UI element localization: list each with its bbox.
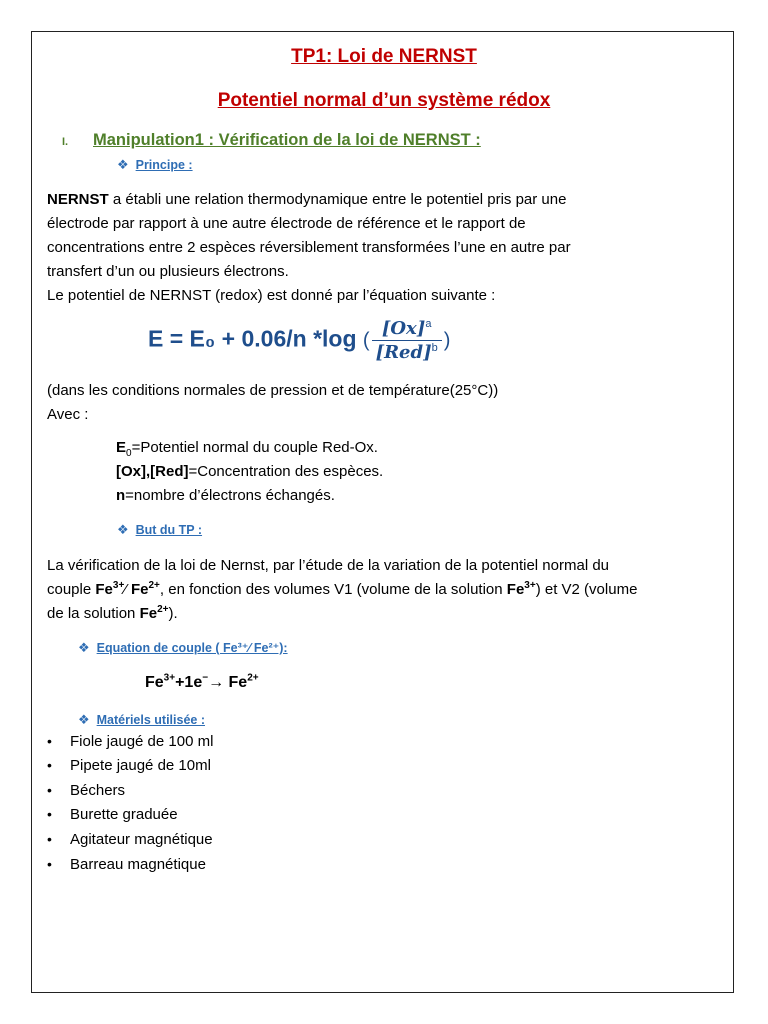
fe3-sup: 3+ <box>112 580 125 591</box>
bullet-icon: • <box>47 782 52 798</box>
list-item-text: Béchers <box>70 782 126 799</box>
fe3-text-2: Fe <box>506 581 525 598</box>
diamond-bullet-icon: ❖ <box>117 522 129 537</box>
redox-equation <box>145 674 259 692</box>
principe-label: Principe : <box>135 158 193 172</box>
bullet-icon: • <box>47 757 52 773</box>
definition-text: =Concentration des espèces. <box>188 463 384 480</box>
page-border <box>31 31 734 993</box>
principe-line-2: électrode par rapport à une autre électrode de référence et le rapport de <box>47 215 526 232</box>
definition-term: [Ox],[Red] <box>116 463 189 480</box>
definition-n <box>116 487 335 504</box>
list-item <box>47 856 206 873</box>
bullet-icon: • <box>47 733 52 749</box>
diamond-bullet-icon: ❖ <box>78 712 90 727</box>
but-line-3-b: ). <box>168 605 178 622</box>
fe3-text: Fe <box>95 581 113 598</box>
fe3-symbol <box>95 581 124 598</box>
formula-numerator <box>372 318 442 341</box>
conditions-text: (dans les conditions normales de pression et de température(25°C)) <box>47 382 499 399</box>
principe-line-5: Le potentiel de NERNST (redox) est donné par l’équation suivante : <box>47 287 496 304</box>
formula-numerator-text: [Ox] <box>381 318 426 339</box>
formula-denominator-exponent: b <box>431 342 438 354</box>
list-item-text: Fiole jaugé de 100 ml <box>70 733 214 750</box>
list-item <box>47 806 178 823</box>
formula-numerator-exponent: a <box>425 318 432 330</box>
fe3-symbol-2 <box>507 581 536 598</box>
but-line-2-c: ) et V2 (volume <box>535 581 638 598</box>
eq-electron-sup: − <box>202 672 209 684</box>
list-item-text: Barreau magnétique <box>70 856 206 873</box>
list-item <box>47 782 125 799</box>
but-line-3 <box>47 602 178 626</box>
but-line-2-a: couple <box>47 581 96 598</box>
formula-denominator-text: [Red] <box>375 342 432 363</box>
list-item-text: Pipete jaugé de 10ml <box>70 757 211 774</box>
section-title-text: Manipulation1 : Vérification de la loi de NERNST : <box>93 131 481 149</box>
definition-text: =Potentiel normal du couple Red-Ox. <box>131 439 378 456</box>
but-label: But du TP : <box>135 523 203 537</box>
diamond-bullet-icon: ❖ <box>117 157 129 172</box>
fe2-sup: 2+ <box>148 580 160 591</box>
principe-line-1-text: a établi une relation thermodynamique entre le potentiel pris par une <box>108 191 567 208</box>
definition-term: E <box>116 439 127 456</box>
section-title <box>93 131 481 150</box>
section-number: I. <box>62 136 69 148</box>
fe2-text: Fe <box>130 581 149 598</box>
fe2-text-2: Fe <box>139 605 158 622</box>
diamond-bullet-icon: ❖ <box>78 640 90 655</box>
materiels-heading <box>78 712 205 728</box>
eq-fe3-sup: 3+ <box>163 672 176 684</box>
equation-label: Equation de couple ( Fe³⁺⁄ Fe²⁺): <box>96 641 288 655</box>
definition-e0 <box>116 439 378 459</box>
formula-close-paren: ) <box>443 329 451 352</box>
bullet-icon: • <box>47 806 52 822</box>
nernst-bold: NERNST <box>47 191 109 208</box>
eq-fe2: Fe <box>224 674 248 691</box>
materiels-label: Matériels utilisée : <box>96 713 205 727</box>
list-item-text: Burette graduée <box>70 806 178 823</box>
fe2-sup-2: 2+ <box>157 604 169 615</box>
document-title: TP1: Loi de NERNST <box>291 46 477 67</box>
principe-line-3: concentrations entre 2 espèces réversiblement transformées l’une en autre par <box>47 239 571 256</box>
eq-electron: +1e <box>175 674 203 691</box>
fraction-slash: ⁄ <box>124 581 131 598</box>
fe2-symbol-2 <box>140 605 169 622</box>
principe-heading <box>117 157 193 173</box>
but-line-2 <box>47 578 637 602</box>
arrow-right-icon: → <box>208 674 225 691</box>
document-subtitle: Potentiel normal d’un système rédox <box>217 90 551 111</box>
but-line-1: La vérification de la loi de Nernst, par l’étude de la variation de la potentiel normal du <box>47 557 610 574</box>
list-item <box>47 733 213 750</box>
definition-term-sub: 0 <box>126 448 132 459</box>
equation-heading <box>78 640 288 656</box>
list-item <box>47 831 213 848</box>
eq-fe3: Fe <box>145 674 164 691</box>
bullet-icon: • <box>47 856 52 872</box>
bullet-icon: • <box>47 831 52 847</box>
but-line-2-b: , en fonction des volumes V1 (volume de la solution <box>159 581 507 598</box>
definition-term: n <box>116 487 126 504</box>
nernst-formula <box>148 318 450 363</box>
list-item <box>47 757 211 774</box>
avec-label: Avec : <box>47 406 89 423</box>
fe3-sup-2: 3+ <box>524 580 536 591</box>
formula-denominator <box>372 341 442 363</box>
formula-lhs: E = E₀ + 0.06/n *log <box>148 325 357 352</box>
but-heading <box>117 522 202 538</box>
principe-line-4: transfert d’un ou plusieurs électrons. <box>47 263 289 280</box>
fe2-symbol <box>131 581 160 598</box>
but-line-3-a: de la solution <box>47 605 140 622</box>
formula-fraction <box>372 318 442 363</box>
list-item-text: Agitateur magnétique <box>70 831 213 848</box>
eq-fe2-sup: 2+ <box>247 672 259 684</box>
formula-open-paren: ( <box>362 329 370 352</box>
principe-line-1 <box>47 188 566 212</box>
definition-concentration <box>116 463 383 480</box>
definition-text: =nombre d’électrons échangés. <box>125 487 335 504</box>
